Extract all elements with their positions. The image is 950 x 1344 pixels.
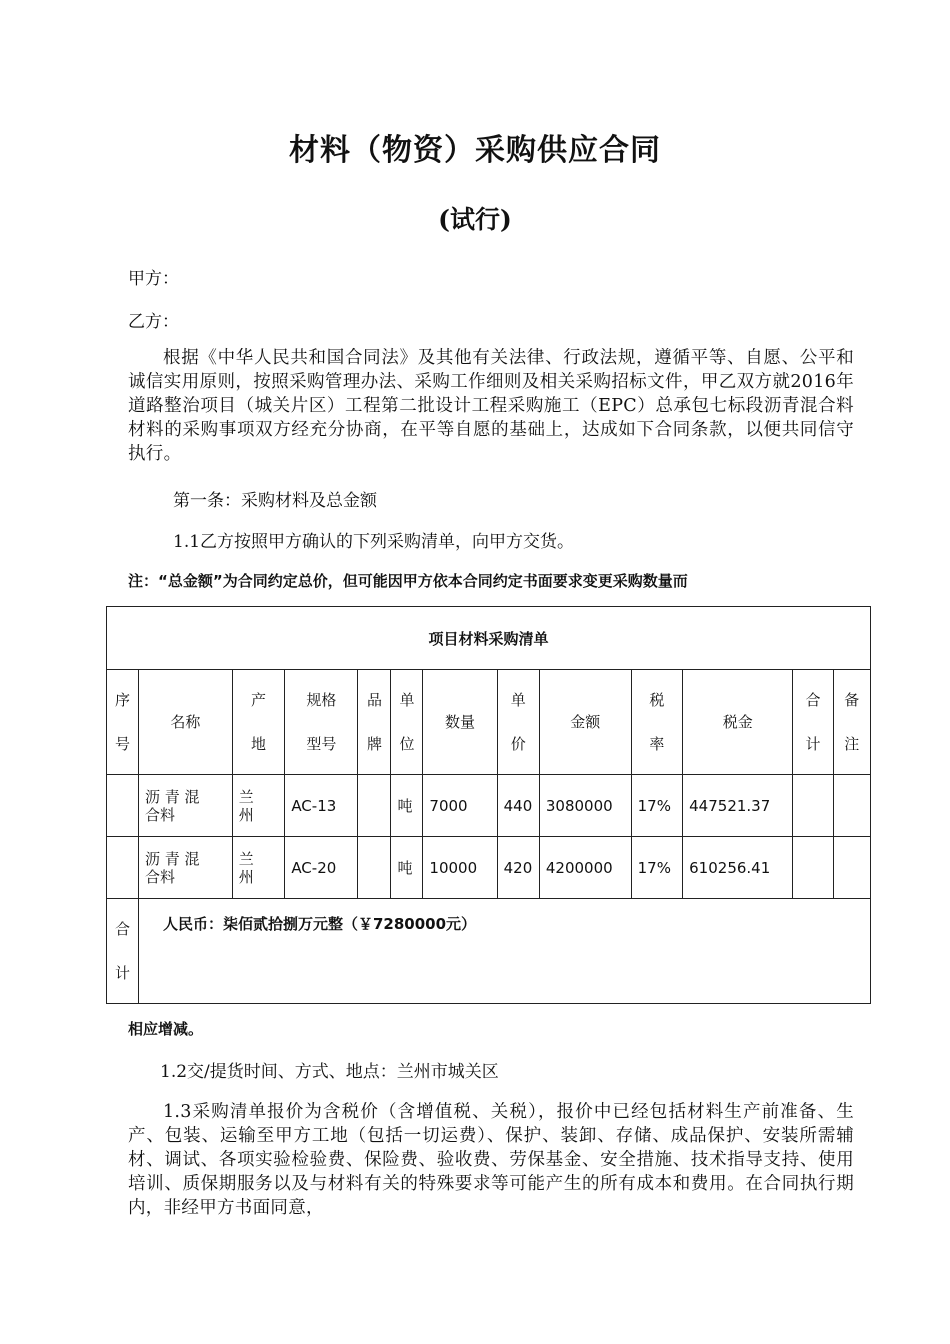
cell-total bbox=[793, 837, 833, 899]
cell-spec: AC-13 bbox=[285, 775, 358, 837]
document-title: 材料（物资）采购供应合同 bbox=[289, 133, 661, 168]
table-caption: 项目材料采购清单 bbox=[107, 607, 871, 670]
cell-name: 沥 青 混 合料 bbox=[138, 837, 232, 899]
intro-paragraph: 根据《中华人民共和国合同法》及其他有关法律、行政法规，遵循平等、自愿、公平和诚信实用原则，按照采购管理办法、采购工作细则及相关采购招标文件，甲乙双方就2016年道路整治项目（城关片区）工程第二批设计工程采购施工（EPC）总承包七标段沥青混合料材料的采购事项双方经充分协商，在平等自愿的基础上，达成如下合同条款，以便共同信守执行。 bbox=[128, 348, 854, 464]
header-qty: 数量 bbox=[423, 670, 497, 775]
header-seq: 序 号 bbox=[107, 670, 139, 775]
header-name: 名称 bbox=[138, 670, 232, 775]
clause-1-3: 1.3采购清单报价为含税价（含增值税、关税），报价中已经包括材料生产前准备、生产、包装、运输至甲方工地（包括一切运费）、保护、装卸、存储、成品保护、安装所需辅材、调试、各项实验检验费、保险费、验收费、劳保基金、安全措施、技术指导支持、使用培训、质保期服务以及与材料有关的特殊要求等可能产生的所有成本和费用。在合同执行期内，非经甲方书面同意， bbox=[128, 1102, 854, 1218]
procurement-table bbox=[106, 606, 871, 1004]
header-price: 单 价 bbox=[497, 670, 539, 775]
cell-spec: AC-20 bbox=[285, 837, 358, 899]
cell-brand bbox=[358, 837, 391, 899]
cell-amount: 3080000 bbox=[539, 775, 631, 837]
cell-rate: 17% bbox=[631, 837, 683, 899]
cell-remark bbox=[833, 837, 870, 899]
sum-amount-text: 人民币：柒佰贰拾捌万元整（￥7280000元） bbox=[138, 899, 870, 1004]
cell-price: 440 bbox=[497, 775, 539, 837]
header-tax: 税金 bbox=[683, 670, 793, 775]
cell-qty: 10000 bbox=[423, 837, 497, 899]
cell-remark bbox=[833, 775, 870, 837]
cell-seq bbox=[107, 775, 139, 837]
cell-qty: 7000 bbox=[423, 775, 497, 837]
document-subtitle: (试行) bbox=[438, 205, 512, 234]
header-origin: 产 地 bbox=[232, 670, 285, 775]
party-a-label: 甲方： bbox=[128, 269, 179, 289]
header-spec: 规格 型号 bbox=[285, 670, 358, 775]
cell-tax: 447521.37 bbox=[683, 775, 793, 837]
cell-unit: 吨 bbox=[391, 775, 423, 837]
party-b-label: 乙方： bbox=[128, 312, 179, 332]
cell-brand bbox=[358, 775, 391, 837]
sum-label: 合 计 bbox=[107, 899, 139, 1004]
note-line-2: 相应增减。 bbox=[128, 1020, 204, 1038]
cell-origin: 兰 州 bbox=[232, 837, 285, 899]
cell-tax: 610256.41 bbox=[683, 837, 793, 899]
header-remark: 备 注 bbox=[833, 670, 870, 775]
cell-price: 420 bbox=[497, 837, 539, 899]
header-brand: 品 牌 bbox=[358, 670, 391, 775]
header-rate: 税 率 bbox=[631, 670, 683, 775]
table-row bbox=[107, 837, 871, 899]
cell-rate: 17% bbox=[631, 775, 683, 837]
header-amount: 金额 bbox=[539, 670, 631, 775]
cell-origin: 兰 州 bbox=[232, 775, 285, 837]
table-row bbox=[107, 775, 871, 837]
note-line-1: 注：“总金额”为合同约定总价，但可能因甲方依本合同约定书面要求变更采购数量而 bbox=[128, 572, 688, 590]
table-header-row bbox=[107, 670, 871, 775]
header-total: 合 计 bbox=[793, 670, 833, 775]
cell-name: 沥 青 混 合料 bbox=[138, 775, 232, 837]
cell-amount: 4200000 bbox=[539, 837, 631, 899]
header-unit: 单 位 bbox=[391, 670, 423, 775]
cell-unit: 吨 bbox=[391, 837, 423, 899]
cell-total bbox=[793, 775, 833, 837]
cell-seq bbox=[107, 837, 139, 899]
article-1-heading: 第一条：采购材料及总金额 bbox=[173, 491, 377, 511]
table-sum-row bbox=[107, 899, 871, 1004]
clause-1-2: 1.2交/提货时间、方式、地点：兰州市城关区 bbox=[160, 1062, 499, 1082]
clause-1-1: 1.1乙方按照甲方确认的下列采购清单，向甲方交货。 bbox=[173, 532, 575, 552]
